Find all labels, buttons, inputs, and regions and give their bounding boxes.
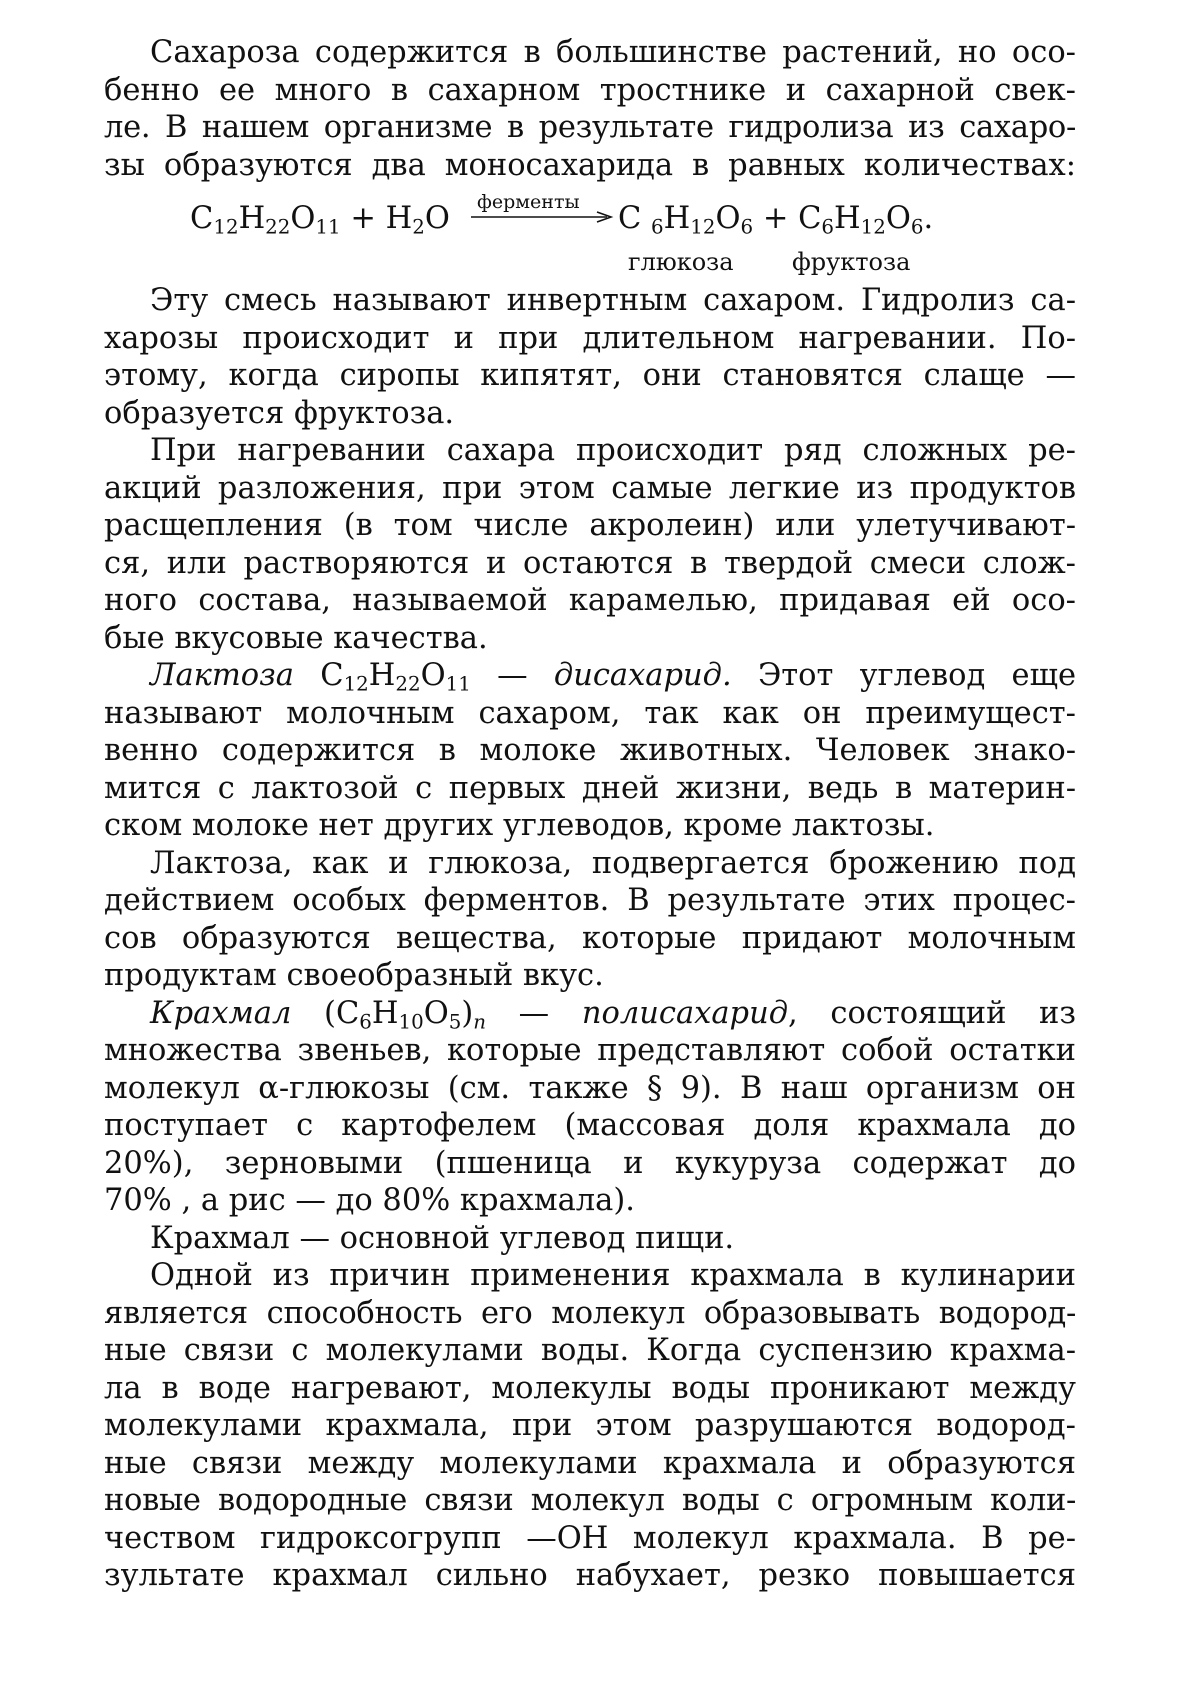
formula-symbol: H [368, 658, 396, 693]
text-line: поступает с картофелем (массовая доля крахмала до [104, 1108, 1076, 1143]
term-starch: Крахмал [150, 995, 292, 1031]
glucose-label: глюкоза [628, 248, 734, 276]
formula-symbol: C [190, 201, 214, 236]
text-line: бые вкусовые качества. [104, 620, 488, 656]
equation-products [618, 200, 933, 238]
text-line: мится с лактозой с первых дней жизни, ведь в материн- [104, 770, 1076, 806]
text-line: 70% , а рис — до 80% крахмала). [104, 1183, 635, 1218]
formula-symbol: O [885, 201, 911, 236]
formula-subscript: 10 [398, 1010, 424, 1034]
text-line: ле. В нашем организме в результате гидролиза из сахаро- [104, 110, 1076, 145]
text-line: Лактоза, как и глюкоза, подвергается брожению под [150, 845, 1076, 881]
formula-symbol: H [663, 201, 691, 236]
formula-symbol: H [834, 201, 861, 236]
text-line: новые водородные связи молекул воды с огромным коли- [104, 1483, 1076, 1518]
reaction-arrow [469, 190, 617, 230]
text-run: , состоящий из [788, 995, 1077, 1031]
formula-subscript: 22 [265, 215, 291, 239]
text-line: зультате крахмал сильно набухает, резко повышается [104, 1558, 1076, 1593]
formula-subscript: 6 [740, 215, 754, 239]
term-disaccharide: дисахарид. [553, 658, 732, 693]
text-line: молекул α-глюкозы (см. также § 9). В наш организм он [104, 1070, 1076, 1106]
formula-subscript: 12 [343, 672, 369, 696]
paragraph-lactose [104, 657, 1076, 845]
text-line: молекулами крахмала, при этом разрушаются водород- [104, 1408, 1076, 1443]
formula-symbol: ) [461, 995, 474, 1031]
formula-symbol: O [424, 201, 450, 236]
text-line: сов образуются вещества, которые придают молочным [104, 920, 1076, 956]
formula-symbol: H [385, 201, 413, 236]
text-line: является способность его молекул образовывать водород- [104, 1295, 1076, 1331]
paragraph-sucrose [104, 34, 1076, 184]
formula-subscript: 11 [315, 215, 341, 239]
formula-symbol: C [618, 201, 642, 236]
plus-sign: + [350, 201, 376, 236]
text-line: бенно ее много в сахарном тростнике и сахарной свек- [104, 72, 1076, 108]
formula-subscript: 6 [821, 215, 835, 239]
formula-symbol: O [423, 995, 449, 1031]
text-line: акций разложения, при этом самые легкие из продуктов [104, 470, 1076, 506]
text-line: ные связи между молекулами крахмала и образуются [104, 1445, 1076, 1481]
equation-reactants [190, 200, 450, 238]
paragraph-invert-sugar [104, 282, 1076, 432]
text-run: Этот углевод еще [731, 658, 1077, 693]
term-lactose: Лактоза [150, 658, 294, 693]
text-line: расщепления (в том числе акролеин) или улетучивают- [104, 508, 1076, 543]
formula-subscript: 6 [910, 215, 924, 239]
text-line: ные связи с молекулами воды. Когда суспензию крахма- [104, 1333, 1076, 1368]
text-line: образуется фруктоза. [104, 395, 455, 431]
plus-sign: + [762, 201, 789, 236]
text-line: Сахароза содержится в большинстве растений, но осо- [150, 35, 1076, 70]
text-line [104, 657, 1076, 695]
paragraph-starch-cooking [104, 1257, 1076, 1595]
paragraph-fermentation [104, 845, 1076, 995]
text-line: ла в воде нагревают, молекулы воды проникают между [104, 1370, 1076, 1406]
formula-symbol: O [420, 658, 446, 693]
formula-symbol: C [798, 201, 822, 236]
punctuation: . [923, 201, 934, 236]
paragraph-caramel [104, 432, 1076, 657]
formula-symbol: (C [291, 995, 360, 1031]
text-line: 20%), зерновыми (пшеница и кукуруза содержат до [104, 1145, 1076, 1181]
formula-subscript: 12 [213, 215, 239, 239]
text-line: продуктам своеобразный вкус. [104, 958, 604, 993]
text-line: ском молоке нет других углеводов, кроме лактозы. [104, 808, 935, 843]
text-line: венно содержится в молоке животных. Человек знако- [104, 733, 1076, 768]
hydrolysis-equation [104, 191, 1076, 276]
document-page [104, 34, 1076, 1595]
text-line: Одной из причин применения крахмала в кулинарии [150, 1258, 1076, 1293]
text-line: харозы происходит и при длительном нагревании. По- [104, 320, 1076, 356]
dash: — [486, 995, 582, 1031]
text-line: При нагревании сахара происходит ряд сложных ре- [150, 433, 1076, 468]
formula-symbol: C [320, 658, 344, 693]
text-line: Крахмал — основной углевод пищи. [150, 1220, 735, 1256]
paragraph-starch [104, 995, 1076, 1220]
formula-subscript: 6 [651, 215, 664, 239]
text-line: ся, или растворяются и остаются в твердой смеси слож- [104, 545, 1076, 581]
text-line: действием особых ферментов. В результате этих процес- [104, 883, 1076, 918]
formula-subscript: 2 [412, 215, 425, 239]
text-line [104, 995, 1076, 1033]
text-line: чеством гидроксогрупп —OH молекул крахмала. В ре- [104, 1520, 1076, 1556]
dash: — [470, 658, 554, 693]
text-line: этому, когда сиропы кипятят, они становятся слаще — [104, 358, 1076, 393]
text-line: множества звеньев, которые представляют собой остатки [104, 1033, 1076, 1068]
formula-symbol: H [238, 201, 266, 236]
text-line: называют молочным сахаром, так как он преимущест- [104, 695, 1076, 731]
fructose-label: фруктоза [792, 248, 911, 276]
formula-symbol: O [290, 201, 316, 236]
arrow-right-icon [469, 210, 615, 224]
arrow-label: ферменты [477, 191, 580, 213]
formula-symbol: H [371, 995, 399, 1031]
paragraph-starch-main [104, 1220, 1076, 1258]
formula-subscript: 22 [395, 672, 421, 696]
text-line: Эту смесь называют инвертным сахаром. Гидролиз са- [150, 283, 1076, 318]
formula-subscript: n [473, 1010, 487, 1034]
formula-subscript: 12 [860, 215, 886, 239]
text-line: ного состава, называемой карамелью, придавая ей осо- [104, 583, 1076, 618]
formula-subscript: 5 [448, 1010, 462, 1034]
text-line: зы образуются два моносахарида в равных количествах: [104, 147, 1076, 183]
term-polysaccharide: полисахарид [581, 995, 789, 1031]
formula-subscript: 12 [690, 215, 716, 239]
formula-subscript: 6 [359, 1010, 372, 1034]
formula-symbol: O [715, 201, 741, 236]
formula-subscript: 11 [445, 672, 471, 696]
